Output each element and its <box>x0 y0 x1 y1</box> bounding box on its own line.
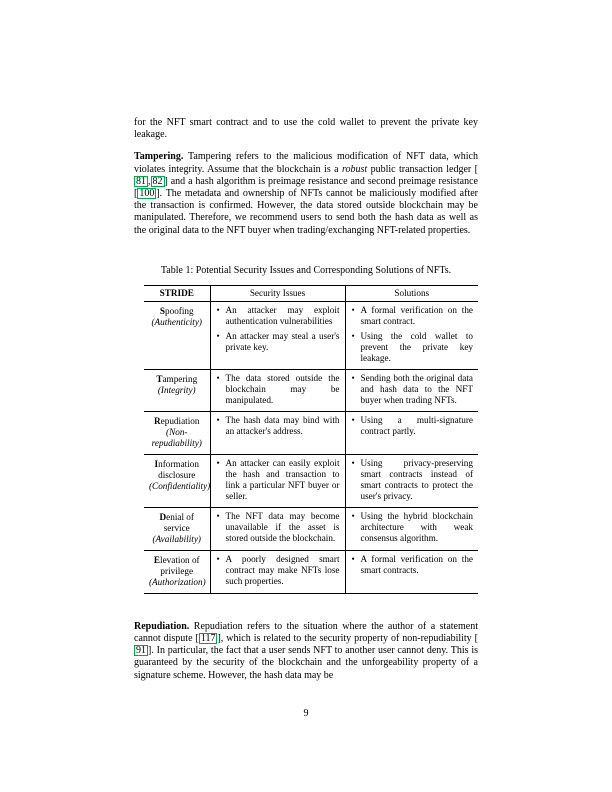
paragraph-heading: Tampering. <box>134 151 184 163</box>
stride-property: (Confidentiality) <box>149 480 211 491</box>
paragraph-tampering <box>134 151 478 236</box>
paragraph-intro <box>134 117 478 141</box>
citation-link[interactable]: 100 <box>139 188 155 200</box>
table-row <box>144 369 478 411</box>
text-segment: ], which is related to the security property of non-repudiability [ <box>217 633 478 645</box>
text-segment: ]. The metadata and ownership of NFTs cannot be maliciously modified after the transaction is confirmed. However, the data stored outside blockchain may be manipulated. Therefore, we recommend users to send both the hash data as well as the original data to the NFT buyer when trading/exchanging NFT-related properties. <box>134 188 478 236</box>
table-caption: Table 1: Potential Security Issues and Corresponding Solutions of NFTs. <box>160 264 452 276</box>
table-header-row <box>144 285 478 301</box>
text-column <box>134 117 478 692</box>
stride-property: (Authorization) <box>149 576 206 587</box>
page-number: 9 <box>303 708 309 719</box>
issue-item: • An attacker may steal a user's private key. <box>216 331 340 353</box>
text-segment: , <box>148 175 151 187</box>
table-row <box>144 301 478 369</box>
text-segment: ]. In particular, the fact that a user sends NFT to another user cannot deny. This is guaranteed by the security of the blockchain and the unforgeability property of a signature scheme. However, the hash data may be <box>134 645 478 681</box>
column-header-solutions: Solutions <box>345 285 478 301</box>
column-header-stride: STRIDE <box>159 287 194 298</box>
solution-item: • Using the cold wallet to prevent the private key leakage. <box>351 331 474 364</box>
issue-item: • An attacker can easily exploit the hash and transaction to link a particular NFT buyer or seller. <box>216 458 340 502</box>
stride-name: Repudiation <box>154 415 200 426</box>
stride-name: Spoofing <box>159 305 194 316</box>
table-row <box>144 411 478 454</box>
citation-link[interactable]: 81 <box>136 175 146 187</box>
stride-property: (Availability) <box>152 533 201 544</box>
stride-name: Information disclosure <box>154 458 199 480</box>
italic-word: robust <box>341 163 368 175</box>
stride-name: Denial of service <box>159 511 194 533</box>
solution-item: • A formal verification on the smart contracts. <box>351 554 474 576</box>
issue-item: • The data stored outside the blockchain may be manipulated. <box>216 373 340 406</box>
issue-item: • The NFT data may become unavailable if the asset is stored outside the blockchain. <box>216 511 340 544</box>
stride-property: (Integrity) <box>157 384 196 395</box>
stride-property: (Non-repudiability) <box>151 426 202 448</box>
table-row <box>144 550 478 593</box>
issue-item: • The hash data may bind with an attacker's address. <box>216 415 340 437</box>
solution-item: • Using privacy-preserving smart contracts instead of smart contracts to protect the user's privacy. <box>351 458 474 502</box>
solution-item: • Sending both the original data and hash data to the NFT buyer when trading NFTs. <box>351 373 474 406</box>
paragraph-heading: Repudiation. <box>134 620 190 632</box>
security-table <box>144 285 478 594</box>
text-segment: public transaction ledger [ <box>367 163 479 175</box>
citation-link[interactable]: 91 <box>136 645 146 657</box>
text-segment: ] and a hash algorithm is preimage resistance and second preimage resistance [ <box>134 175 478 200</box>
table-row <box>144 454 478 507</box>
table-block <box>134 265 478 594</box>
issue-item: • A poorly designed smart contract may make NFTs lose such properties. <box>216 554 340 587</box>
citation-link[interactable]: 82 <box>152 175 163 187</box>
stride-property: (Authenticity) <box>151 316 202 327</box>
solution-item: • Using the hybrid blockchain architecture with weak consensus algorithm. <box>351 511 474 544</box>
table-row <box>144 507 478 550</box>
stride-name: Elevation of privilege <box>153 554 200 576</box>
text-segment: Repudiation refers to the situation where the author of a statement cannot dispute [ <box>134 620 478 645</box>
text-segment: for the NFT smart contract and to use the cold wallet to prevent the private key leakage. <box>134 117 478 141</box>
citation-link[interactable]: 117 <box>200 633 216 645</box>
text-segment: Tampering refers to the malicious modification of NFT data, which violates integrity. Assume that the blockchain is a <box>134 151 478 175</box>
issue-item: • An attacker may exploit authentication vulnerabilities <box>216 305 340 327</box>
solution-item: • Using a multi-signature contract partly. <box>351 415 474 437</box>
stride-name: Tampering <box>156 373 198 384</box>
column-header-issues: Security Issues <box>210 285 345 301</box>
paragraph-repudiation <box>134 621 478 682</box>
solution-item: • A formal verification on the smart contract. <box>351 305 474 327</box>
